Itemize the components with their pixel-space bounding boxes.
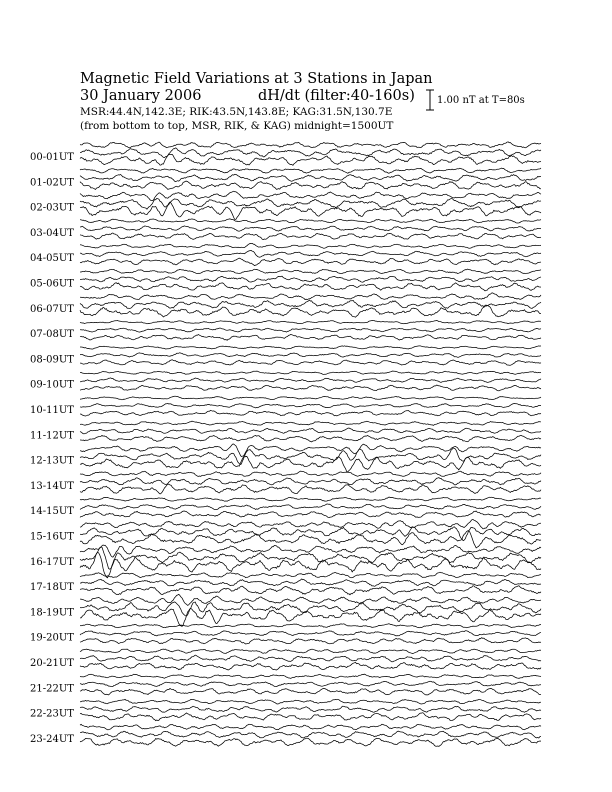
trace-lines (80, 142, 541, 747)
hour-label: 01-02UT (30, 177, 74, 189)
trace-kag-hour-7 (80, 321, 541, 324)
trace-rik-hour-10 (80, 403, 541, 408)
trace-kag-hour-20 (80, 649, 541, 654)
chart-date: 30 January 2006 (80, 88, 202, 104)
hour-label: 09-10UT (30, 379, 74, 391)
station-order-note: (from bottom to top, MSR, RIK, & KAG) midnight=1500UT (80, 120, 394, 132)
scale-label: 1.00 nT at T=80s (437, 95, 525, 106)
trace-rik-hour-23 (80, 731, 541, 738)
trace-kag-hour-0 (80, 142, 541, 148)
trace-msr-hour-13 (80, 484, 541, 494)
trace-kag-hour-6 (80, 293, 541, 300)
hour-label: 23-24UT (30, 733, 74, 745)
trace-kag-hour-13 (80, 471, 541, 476)
trace-msr-hour-23 (80, 738, 541, 746)
trace-msr-hour-0 (80, 154, 541, 165)
hour-labels (30, 152, 74, 745)
trace-msr-hour-21 (80, 688, 541, 695)
trace-rik-hour-21 (80, 681, 541, 686)
trace-rik-hour-6 (80, 300, 541, 308)
hour-label: 02-03UT (30, 202, 74, 214)
trace-kag-hour-19 (80, 624, 541, 628)
hour-label: 13-14UT (30, 480, 74, 492)
trace-rik-hour-15 (80, 527, 541, 541)
hour-label: 14-15UT (30, 506, 74, 518)
trace-msr-hour-8 (80, 360, 541, 366)
trace-kag-hour-16 (80, 545, 541, 557)
hour-label: 05-06UT (30, 278, 74, 290)
hour-label: 19-20UT (30, 632, 74, 644)
trace-kag-hour-18 (80, 594, 541, 605)
trace-rik-hour-2 (80, 198, 541, 209)
trace-msr-hour-2 (80, 202, 541, 220)
trace-msr-hour-5 (80, 283, 541, 291)
trace-rik-hour-0 (80, 148, 541, 158)
trace-kag-hour-9 (80, 371, 541, 374)
hour-label: 20-21UT (30, 658, 74, 669)
trace-rik-hour-14 (80, 504, 541, 510)
trace-msr-hour-17 (80, 586, 541, 595)
trace-msr-hour-12 (80, 456, 541, 472)
trace-rik-hour-5 (80, 276, 541, 282)
trace-msr-hour-19 (80, 638, 541, 644)
trace-msr-hour-9 (80, 385, 541, 391)
trace-rik-hour-20 (80, 655, 541, 662)
trace-msr-hour-15 (80, 531, 541, 548)
trace-rik-hour-9 (80, 378, 541, 383)
trace-rik-hour-11 (80, 428, 541, 434)
hour-label: 07-08UT (30, 329, 74, 341)
trace-rik-hour-4 (80, 251, 541, 258)
trace-msr-hour-11 (80, 435, 541, 442)
hour-label: 11-12UT (30, 430, 74, 442)
trace-kag-hour-10 (80, 396, 541, 400)
trace-kag-hour-22 (80, 699, 541, 704)
trace-msr-hour-22 (80, 713, 541, 721)
station-coordinates: MSR:44.4N,142.3E; RIK:43.5N,143.8E; KAG:31.5N,130.7E (80, 106, 393, 118)
hour-label: 10-11UT (30, 405, 74, 416)
hour-label: 22-23UT (30, 708, 74, 720)
hour-label: 08-09UT (30, 354, 74, 366)
trace-rik-hour-1 (80, 174, 541, 181)
trace-kag-hour-23 (80, 724, 541, 730)
trace-kag-hour-4 (80, 243, 541, 248)
hour-label: 21-22UT (30, 683, 74, 695)
trace-msr-hour-14 (80, 511, 541, 518)
trace-kag-hour-2 (80, 191, 541, 200)
trace-kag-hour-14 (80, 497, 541, 501)
trace-msr-hour-20 (80, 662, 541, 670)
hour-label: 17-18UT (30, 582, 74, 594)
trace-kag-hour-1 (80, 168, 541, 173)
trace-msr-hour-10 (80, 410, 541, 416)
trace-rik-hour-13 (80, 478, 541, 485)
trace-kag-hour-8 (80, 346, 541, 349)
trace-kag-hour-3 (80, 219, 541, 223)
trace-rik-hour-8 (80, 353, 541, 358)
hour-label: 04-05UT (30, 253, 74, 265)
trace-rik-hour-19 (80, 631, 541, 636)
trace-kag-hour-17 (80, 572, 541, 578)
chart-measure: dH/dt (filter:40-160s) (258, 88, 415, 104)
hour-label: 18-19UT (30, 607, 74, 619)
hour-label: 15-16UT (30, 531, 74, 543)
trace-rik-hour-16 (80, 547, 541, 569)
trace-msr-hour-7 (80, 335, 541, 341)
trace-kag-hour-5 (80, 269, 541, 274)
hour-label: 16-17UT (30, 556, 74, 568)
hour-label: 03-04UT (30, 227, 74, 239)
trace-rik-hour-3 (80, 226, 541, 231)
trace-msr-hour-18 (80, 609, 541, 627)
trace-kag-hour-11 (80, 421, 541, 425)
trace-msr-hour-3 (80, 233, 541, 240)
trace-rik-hour-22 (80, 706, 541, 712)
hour-label: 12-13UT (30, 455, 74, 467)
trace-msr-hour-4 (80, 258, 541, 266)
hour-label: 00-01UT (30, 152, 74, 163)
trace-msr-hour-6 (80, 305, 541, 317)
hour-label: 06-07UT (30, 303, 74, 315)
trace-kag-hour-21 (80, 674, 541, 678)
chart-title: Magnetic Field Variations at 3 Stations in Japan (80, 71, 433, 87)
trace-msr-hour-1 (80, 181, 541, 189)
trace-rik-hour-17 (80, 579, 541, 586)
trace-rik-hour-7 (80, 328, 541, 332)
